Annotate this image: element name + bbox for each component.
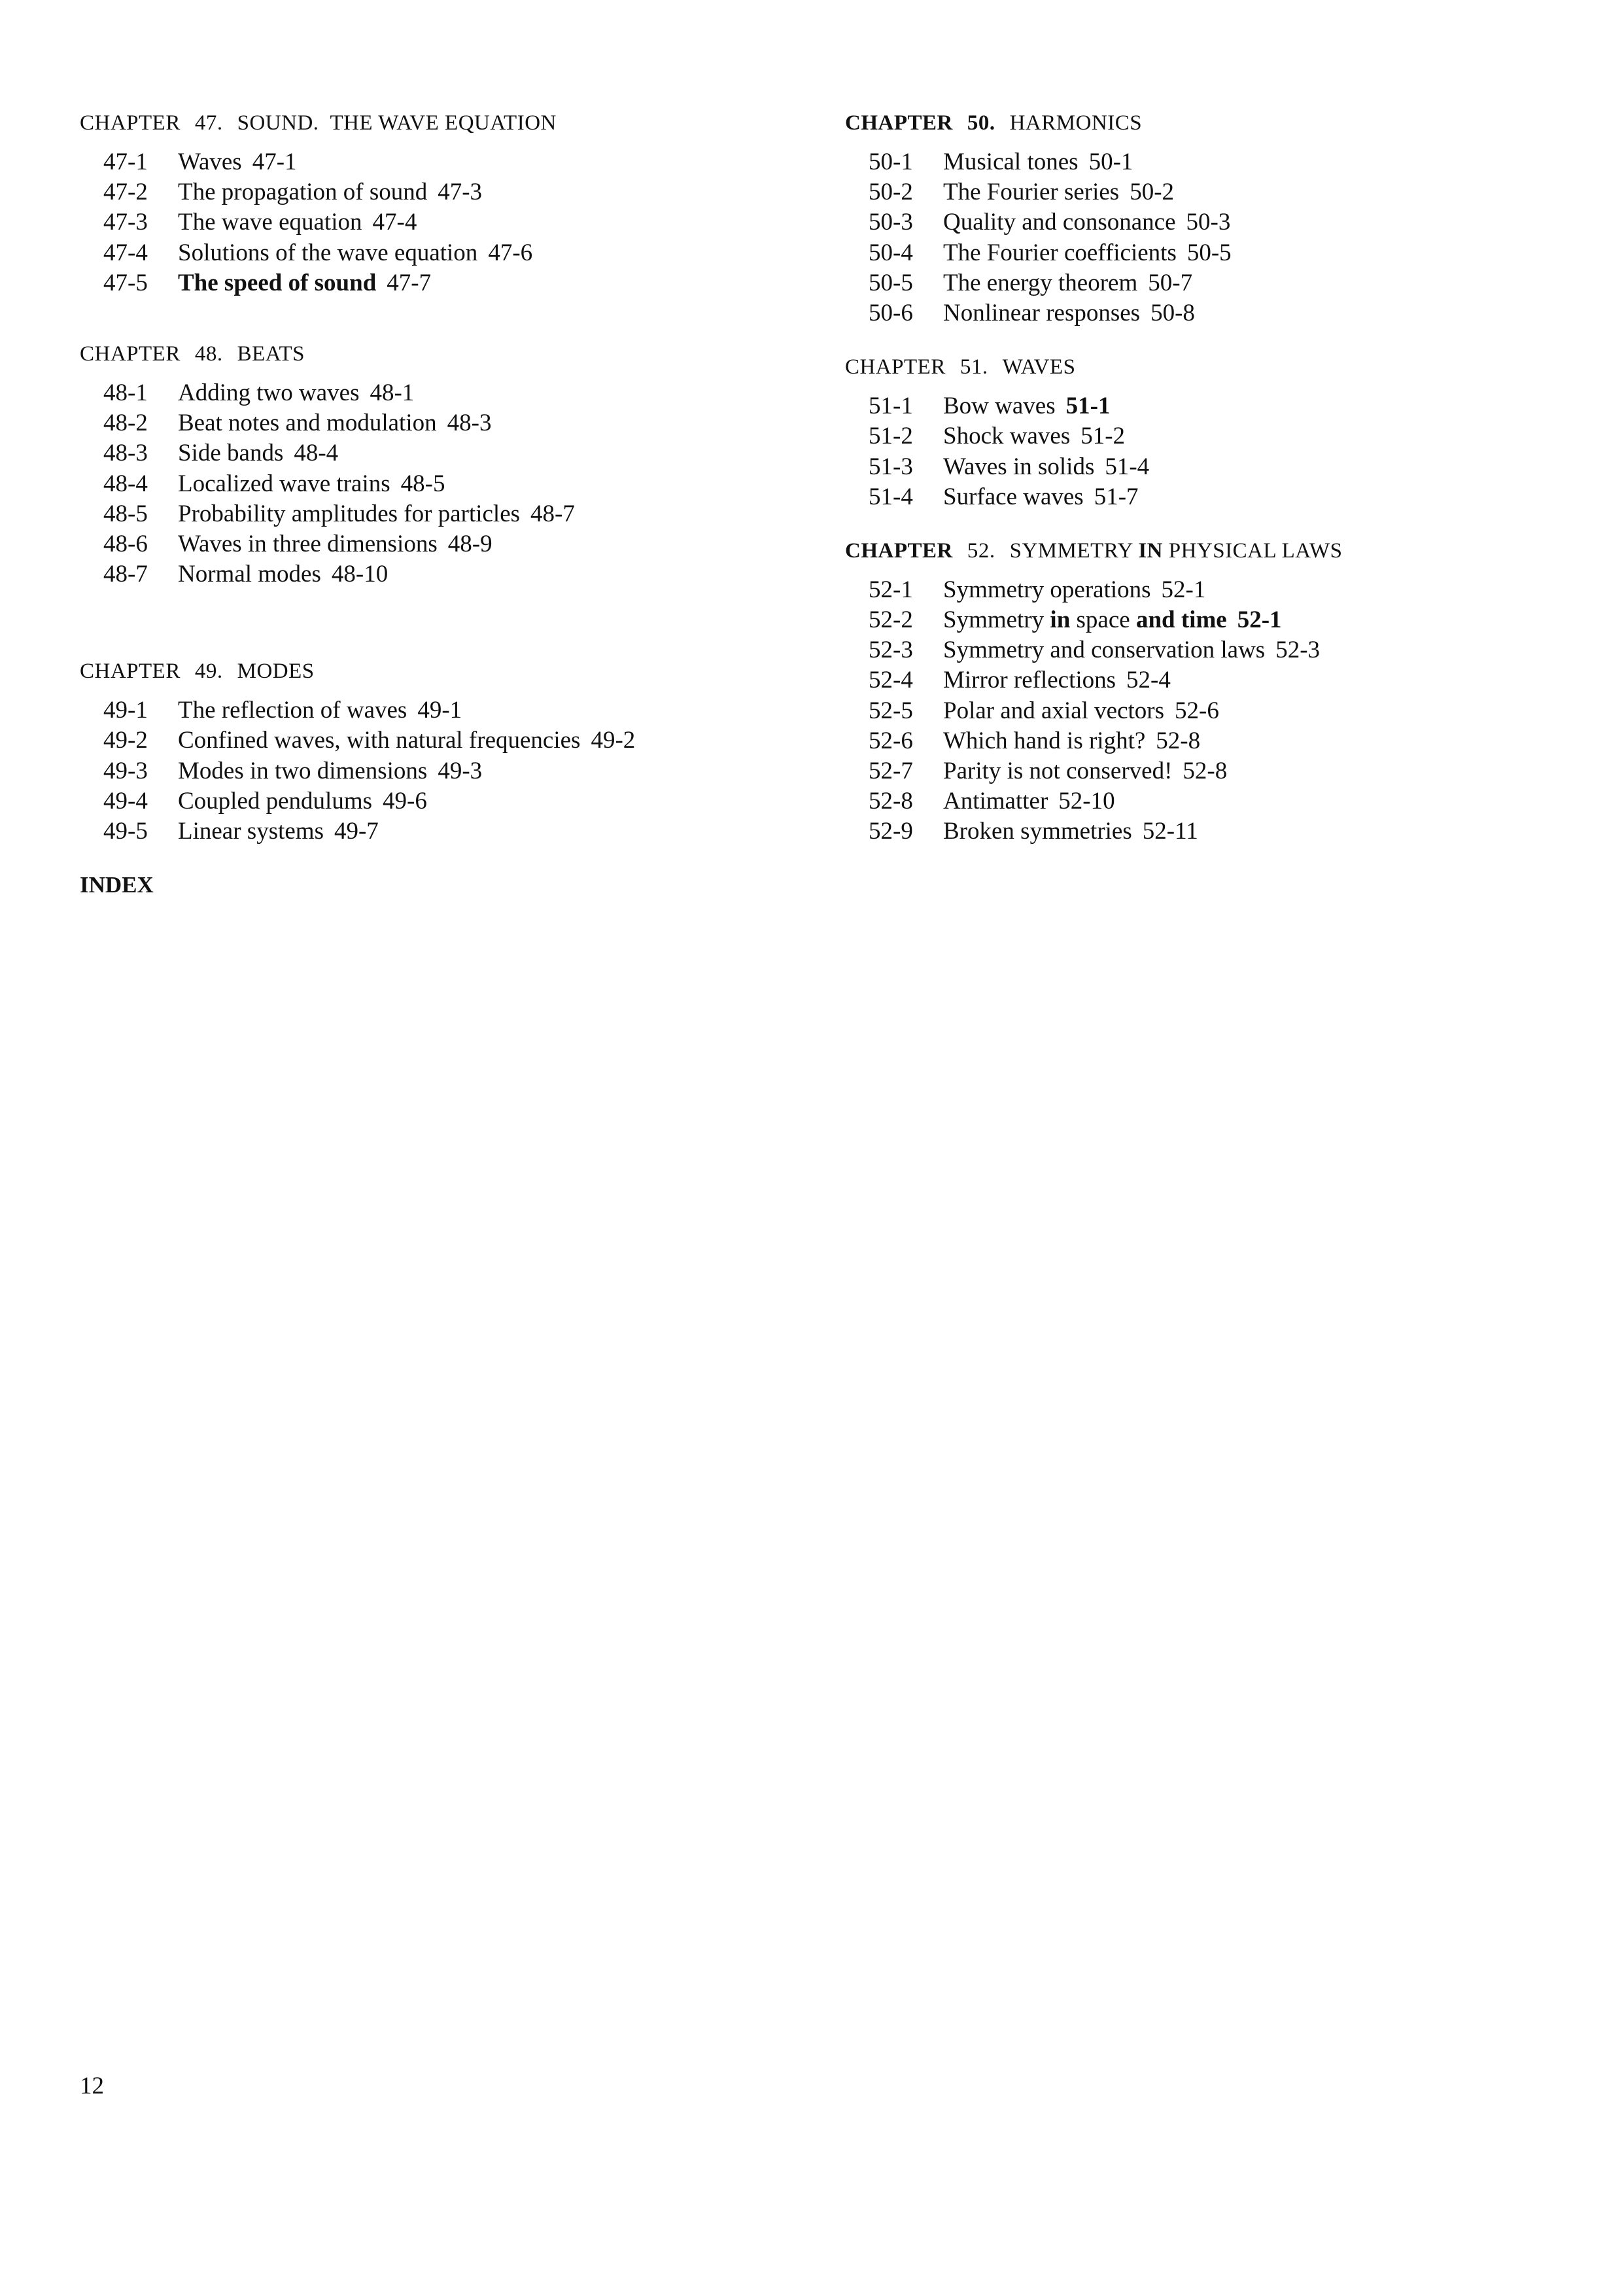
section-number: 49-3 — [103, 757, 148, 784]
section-number: 52-4 — [869, 667, 913, 694]
section-title: Quality and consonance — [943, 209, 1176, 236]
section-title: Symmetry operations — [943, 576, 1151, 603]
section-title: Adding two waves — [178, 379, 360, 406]
page-reference: 50-3 — [1186, 209, 1231, 236]
chapter-title-part: IN — [1138, 538, 1164, 563]
chapter-number: 52. — [967, 538, 995, 563]
section-title: The speed of sound — [178, 269, 377, 296]
section-title: Polar and axial vectors — [943, 697, 1165, 724]
spacer — [845, 512, 1532, 536]
section-list — [80, 695, 767, 847]
chapter-number: 47. — [194, 111, 223, 135]
page-reference: 48-9 — [447, 530, 492, 557]
section-number: 52-3 — [869, 637, 913, 664]
section-number: 48-5 — [103, 500, 148, 527]
toc-entry[interactable] — [103, 408, 767, 438]
section-title: Confined waves, with natural frequencies — [178, 727, 581, 754]
section-title: Coupled pendulums — [178, 787, 373, 815]
page-reference: 48-3 — [447, 410, 492, 437]
page-reference: 50-1 — [1088, 149, 1133, 175]
toc-entry[interactable] — [103, 786, 767, 816]
spacer — [80, 298, 767, 339]
section-title: The Fourier series — [943, 179, 1120, 206]
section-number: 48-6 — [103, 530, 148, 557]
section-number: 50-5 — [869, 269, 913, 296]
chapter-heading[interactable] — [80, 108, 767, 138]
page-reference: 50-8 — [1150, 299, 1195, 326]
section-number: 52-1 — [869, 576, 913, 603]
section-title: The energy theorem — [943, 269, 1138, 296]
section-title: Broken symmetries — [943, 818, 1132, 845]
page-reference: 47-1 — [252, 149, 297, 175]
page-reference: 49-6 — [383, 787, 427, 815]
section-number: 49-4 — [103, 787, 148, 815]
chapter-label: CHAPTER — [845, 538, 953, 563]
section-title-part: space — [1076, 606, 1130, 634]
chapter-label: CHAPTER — [80, 111, 181, 135]
section-title: Normal modes — [178, 561, 321, 588]
section-title: Nonlinear responses — [943, 299, 1141, 326]
section-number: 50-2 — [869, 179, 913, 206]
toc-entry[interactable] — [103, 756, 767, 786]
page-reference: 52-11 — [1142, 818, 1198, 845]
spacer — [845, 328, 1532, 352]
toc-entry[interactable] — [103, 147, 767, 177]
section-title: Modes in two dimensions — [178, 757, 428, 784]
section-title: Shock waves — [943, 423, 1071, 450]
page-reference: 47-6 — [488, 239, 533, 266]
toc-right-column — [845, 108, 1532, 847]
chapter-number: 49. — [194, 659, 223, 684]
page-reference: 49-7 — [334, 818, 379, 845]
section-title: Parity is not conserved! — [943, 758, 1173, 784]
chapter-heading[interactable] — [80, 656, 767, 686]
toc-entry[interactable] — [103, 378, 767, 408]
chapter-number: 50. — [967, 111, 995, 135]
section-title: Probability amplitudes for particles — [178, 500, 521, 527]
section-number: 48-2 — [103, 410, 148, 437]
page-reference: 52-8 — [1156, 727, 1201, 754]
toc-entry[interactable] — [869, 207, 1532, 237]
toc-entry[interactable] — [869, 268, 1532, 298]
toc-entry[interactable] — [869, 726, 1532, 756]
chapter-title-part: PHYSICAL LAWS — [1168, 538, 1343, 563]
section-number: 50-4 — [869, 239, 913, 266]
toc-entry[interactable] — [869, 147, 1532, 177]
section-title: Mirror reflections — [943, 667, 1116, 694]
section-title: Bow waves — [943, 393, 1056, 420]
section-title: Solutions of the wave equation — [178, 239, 478, 266]
section-number: 50-3 — [869, 209, 913, 236]
section-number: 51-2 — [869, 423, 913, 450]
section-number: 47-1 — [103, 149, 148, 175]
chapter-title: BEATS — [237, 342, 305, 366]
section-title: Surface waves — [943, 483, 1084, 510]
page-reference: 52-1 — [1237, 606, 1282, 634]
section-title: The wave equation — [178, 209, 362, 236]
page-reference: 52-3 — [1275, 637, 1321, 664]
toc-entry[interactable] — [103, 177, 767, 207]
section-number: 49-5 — [103, 818, 148, 845]
chapter-51 — [845, 352, 1532, 512]
page-reference: 52-1 — [1161, 576, 1206, 603]
page-reference: 49-2 — [591, 727, 636, 754]
chapter-50 — [845, 108, 1532, 328]
chapter-heading[interactable] — [80, 339, 767, 369]
chapter-49 — [80, 656, 767, 847]
section-number: 48-7 — [103, 561, 148, 588]
chapter-title: MODES — [237, 659, 315, 684]
toc-entry[interactable] — [869, 421, 1532, 451]
toc-entry[interactable] — [103, 268, 767, 298]
page-reference: 52-4 — [1126, 667, 1171, 694]
page-reference: 51-1 — [1065, 393, 1111, 420]
section-number: 51-1 — [869, 393, 913, 420]
page-reference: 49-3 — [438, 757, 483, 784]
page-number: 12 — [80, 2073, 104, 2099]
chapter-title: HARMONICS — [1009, 111, 1143, 135]
section-title-part: in — [1050, 606, 1071, 634]
toc-entry[interactable] — [869, 605, 1532, 635]
section-number: 52-8 — [869, 788, 913, 815]
page-reference: 47-4 — [372, 209, 417, 236]
page-reference: 49-1 — [417, 697, 462, 724]
section-title: The reflection of waves — [178, 697, 407, 724]
toc-entry[interactable] — [869, 177, 1532, 207]
section-number: 50-6 — [869, 299, 913, 326]
toc-entry[interactable] — [103, 469, 767, 499]
toc-entry[interactable] — [869, 391, 1532, 421]
toc-entry[interactable] — [869, 635, 1532, 665]
toc-entry[interactable] — [869, 452, 1532, 482]
chapter-number: 51. — [959, 355, 988, 379]
toc-entry[interactable] — [103, 559, 767, 589]
section-title: Musical tones — [943, 149, 1079, 175]
section-number: 49-2 — [103, 727, 148, 754]
section-title: The propagation of sound — [178, 179, 428, 206]
toc-entry[interactable] — [869, 482, 1532, 512]
chapter-title: WAVES — [1002, 355, 1076, 379]
toc-entry[interactable] — [869, 786, 1532, 816]
page-reference: 52-6 — [1175, 697, 1219, 724]
toc-entry[interactable] — [103, 499, 767, 529]
toc-entry[interactable] — [103, 529, 767, 559]
chapter-heading[interactable] — [845, 536, 1532, 566]
toc-left-column — [80, 108, 767, 900]
section-title: Symmetry and conservation laws — [943, 637, 1266, 664]
chapter-label: CHAPTER — [845, 355, 946, 379]
section-title: The Fourier coefficients — [943, 239, 1177, 266]
spacer — [80, 589, 767, 656]
section-number: 49-1 — [103, 697, 148, 724]
page-reference: 48-7 — [530, 500, 575, 527]
toc-entry[interactable] — [103, 238, 767, 268]
chapter-title-part: SYMMETRY — [1009, 538, 1133, 563]
page-reference: 47-7 — [387, 269, 432, 296]
page-reference: 51-2 — [1080, 423, 1126, 450]
section-number: 52-9 — [869, 818, 913, 845]
toc-entry[interactable] — [869, 575, 1532, 605]
section-title: Linear systems — [178, 818, 324, 845]
section-list — [845, 575, 1532, 847]
toc-entry[interactable] — [869, 238, 1532, 268]
toc-entry[interactable] — [869, 696, 1532, 726]
page-reference: 50-7 — [1148, 269, 1193, 296]
section-number: 52-6 — [869, 727, 913, 754]
page-reference: 47-3 — [438, 179, 483, 206]
section-number: 52-2 — [869, 606, 913, 634]
section-list — [845, 391, 1532, 512]
section-number: 47-3 — [103, 209, 148, 236]
section-number: 47-5 — [103, 269, 148, 296]
section-number: 48-1 — [103, 379, 148, 406]
page-reference: 50-5 — [1186, 239, 1232, 266]
section-number: 51-3 — [869, 453, 913, 480]
page-reference: 48-10 — [331, 561, 389, 588]
chapter-label: CHAPTER — [845, 111, 953, 135]
chapter-number: 48. — [194, 342, 223, 366]
chapter-heading[interactable] — [845, 108, 1532, 138]
section-title: Beat notes and modulation — [178, 410, 437, 437]
chapter-47 — [80, 108, 767, 298]
section-title: Side bands — [178, 440, 284, 467]
toc-entry[interactable] — [869, 665, 1532, 695]
section-list — [80, 378, 767, 589]
section-title: Waves in three dimensions — [178, 530, 438, 557]
toc-entry[interactable] — [103, 207, 767, 237]
section-number: 52-7 — [869, 758, 913, 784]
section-title: Waves — [178, 149, 242, 175]
section-title: Which hand is right? — [943, 727, 1146, 754]
page-reference: 48-4 — [294, 440, 339, 467]
section-number: 47-4 — [103, 239, 148, 266]
section-number: 48-4 — [103, 470, 148, 497]
chapter-heading[interactable] — [845, 352, 1532, 382]
chapter-title: SOUND. THE WAVE EQUATION — [237, 111, 557, 135]
index-link[interactable]: INDEX — [80, 872, 154, 898]
page-reference: 52-8 — [1183, 758, 1228, 784]
section-title: Antimatter — [943, 788, 1048, 815]
toc-entry[interactable] — [103, 695, 767, 726]
section-list — [845, 147, 1532, 328]
toc-entry[interactable] — [103, 726, 767, 756]
section-number: 51-4 — [869, 483, 913, 510]
section-number: 50-1 — [869, 149, 913, 175]
section-list — [80, 147, 767, 298]
chapter-48 — [80, 339, 767, 589]
section-number: 47-2 — [103, 179, 148, 206]
chapter-52 — [845, 536, 1532, 847]
page-reference: 52-10 — [1058, 788, 1115, 815]
page-reference: 50-2 — [1130, 179, 1175, 206]
page-reference: 48-5 — [400, 470, 445, 497]
chapter-label: CHAPTER — [80, 659, 181, 684]
chapter-label: CHAPTER — [80, 342, 181, 366]
section-title-part: and time — [1135, 606, 1227, 634]
toc-entry[interactable] — [869, 816, 1532, 847]
section-number: 48-3 — [103, 440, 148, 467]
toc-entry[interactable] — [869, 298, 1532, 328]
page-reference: 51-7 — [1094, 483, 1139, 510]
section-number: 52-5 — [869, 697, 913, 724]
page-reference: 48-1 — [370, 379, 415, 406]
section-title: Waves in solids — [943, 453, 1095, 480]
page-reference: 51-4 — [1105, 453, 1150, 480]
section-title: Localized wave trains — [178, 470, 390, 497]
toc-entry[interactable] — [103, 438, 767, 468]
toc-entry[interactable] — [869, 756, 1532, 786]
section-title-part: Symmetry — [943, 606, 1045, 634]
toc-entry[interactable] — [103, 816, 767, 847]
